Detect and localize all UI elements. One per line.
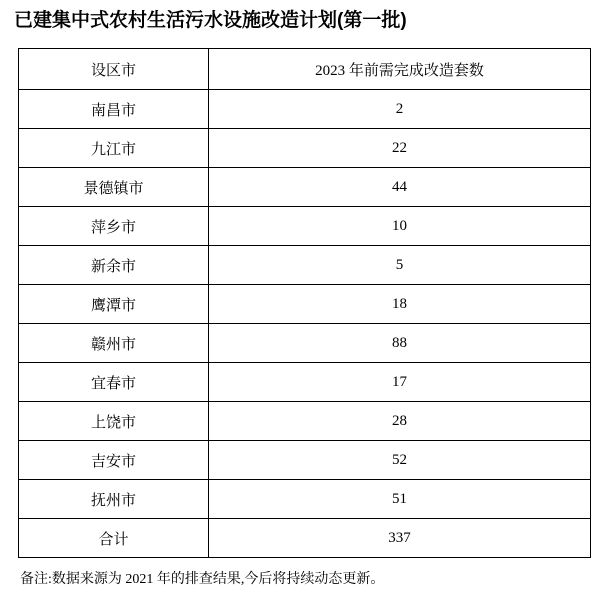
cell-count: 28: [209, 402, 591, 441]
cell-city: 吉安市: [19, 441, 209, 480]
cell-count: 337: [209, 519, 591, 558]
cell-count: 22: [209, 129, 591, 168]
table-row: [19, 324, 591, 363]
table-row: [19, 246, 591, 285]
table-header: [19, 49, 591, 90]
cell-city: 九江市: [19, 129, 209, 168]
table-row: [19, 480, 591, 519]
cell-count: 51: [209, 480, 591, 519]
renovation-plan-table: [18, 48, 591, 558]
column-header-count: 2023 年前需完成改造套数: [209, 49, 591, 90]
cell-city: 上饶市: [19, 402, 209, 441]
table-note: 备注:数据来源为 2021 年的排查结果,今后将持续动态更新。: [20, 572, 385, 587]
cell-city: 鹰潭市: [19, 285, 209, 324]
table-row: [19, 519, 591, 558]
cell-count: 2: [209, 90, 591, 129]
cell-city: 抚州市: [19, 480, 209, 519]
document-page: [0, 8, 612, 598]
cell-city: 赣州市: [19, 324, 209, 363]
table-row: [19, 285, 591, 324]
table-row: [19, 129, 591, 168]
cell-count: 17: [209, 363, 591, 402]
table-row: [19, 363, 591, 402]
cell-count: 44: [209, 168, 591, 207]
cell-count: 88: [209, 324, 591, 363]
column-header-city: 设区市: [19, 49, 209, 90]
page-title: 已建集中式农村生活污水设施改造计划(第一批): [14, 10, 407, 31]
cell-count: 52: [209, 441, 591, 480]
cell-city: 南昌市: [19, 90, 209, 129]
table-row: [19, 441, 591, 480]
cell-city: 合计: [19, 519, 209, 558]
table-header-row: [19, 49, 591, 90]
table-row: [19, 402, 591, 441]
cell-count: 18: [209, 285, 591, 324]
table-body: [19, 90, 591, 558]
cell-city: 景德镇市: [19, 168, 209, 207]
cell-city: 新余市: [19, 246, 209, 285]
cell-city: 萍乡市: [19, 207, 209, 246]
cell-count: 5: [209, 246, 591, 285]
table-row: [19, 90, 591, 129]
cell-count: 10: [209, 207, 591, 246]
table-row: [19, 207, 591, 246]
cell-city: 宜春市: [19, 363, 209, 402]
table-row: [19, 168, 591, 207]
